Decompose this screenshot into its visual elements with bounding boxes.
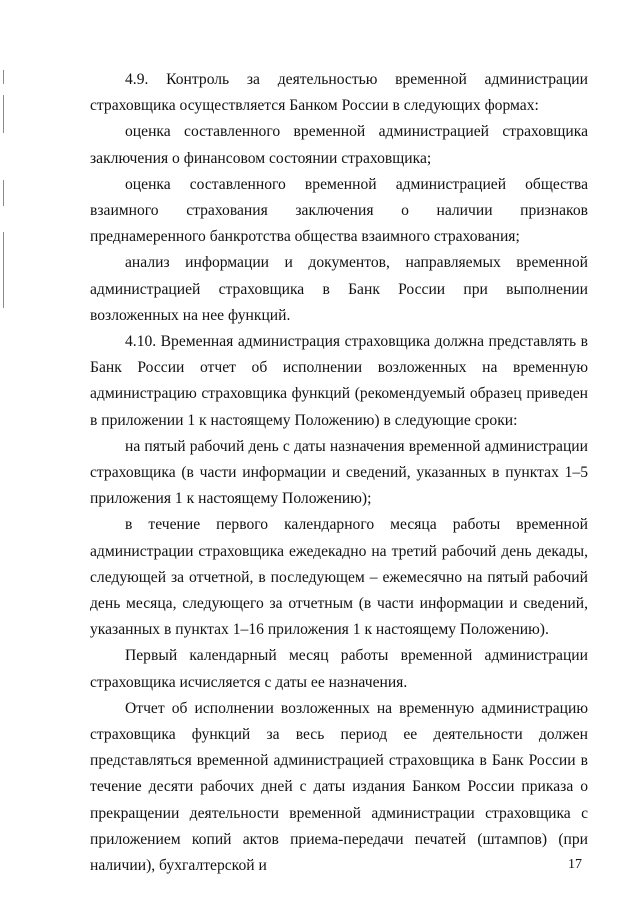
paragraph-item-financial-assessment: оценка составленного временной администрацией страховщика заключения о финансовом состоянии страховщика; <box>90 123 588 167</box>
scan-edge-mark <box>3 95 4 133</box>
scan-edge-mark <box>3 70 4 84</box>
paragraph-final-report: Отчет об исполнении возложенных на временную администрацию страховщика функций за весь период ее деятельности должен представляться временной администрацией страховщика в Банк России в течение десяти рабочих дней с даты издания Банком России приказа о прекращении деятельности временной администрации страховщика с приложением копий актов приема-передачи печатей (штампов) (при наличии), бухгалтерской и <box>90 699 588 875</box>
body-text <box>90 67 588 879</box>
paragraph-item-fifth-day: на пятый рабочий день с даты назначения временной администрации страховщика (в части информации и сведений, указанных в пунктах 1–5 приложения 1 к настоящему Положению); <box>90 437 588 508</box>
paragraph-4-10: 4.10. Временная администрация страховщика должна представлять в Банк России отчет об исполнении возложенных на временную администрацию страховщика функций (рекомендуемый образец приведен в приложении 1 к настоящему Положению) в следующие сроки: <box>90 333 588 429</box>
scan-edge-mark <box>3 232 4 308</box>
page-number: 17 <box>568 857 582 872</box>
paragraph-item-bankruptcy-assessment: оценка составленного временной администрацией общества взаимного страхования заключения о наличии признаков преднамеренного банкротства общества взаимного страхования; <box>90 175 588 246</box>
paragraph-first-month-calculation: Первый календарный месяц работы временной администрации страховщика исчисляется с даты ее назначения. <box>90 647 588 691</box>
scan-edge-mark <box>3 180 4 206</box>
paragraph-item-first-month: в течение первого календарного месяца работы временной администрации страховщика ежедекадно на третий рабочий день декады, следующей за отчетной, в последующем – ежемесячно на пятый рабочий день месяца, следующего за отчетным (в части информации и сведений, указанных в пунктах 1–16 приложения 1 к настоящему Положению). <box>90 516 588 639</box>
paragraph-4-9: 4.9. Контроль за деятельностью временной администрации страховщика осуществляется Банком России в следующих формах: <box>90 71 588 115</box>
paragraph-item-document-analysis: анализ информации и документов, направляемых временной администрацией страховщика в Банк России при выполнении возложенных на нее функций. <box>90 254 588 324</box>
